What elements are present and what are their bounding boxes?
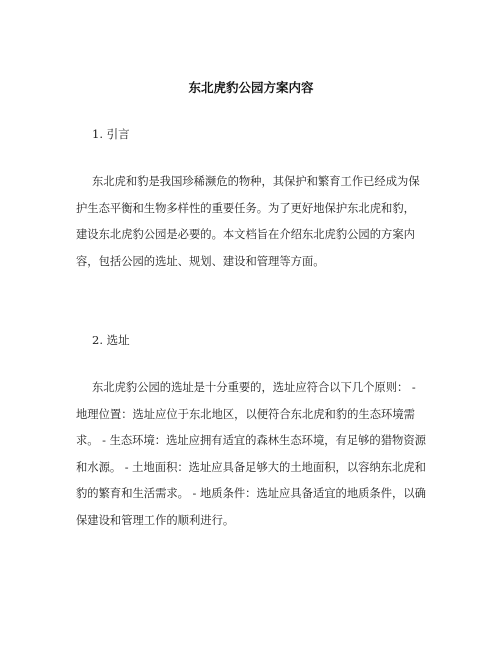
section-heading-site-selection: 2. 选址 [92,333,130,347]
paragraph-line: 护生态平衡和生物多样性的重要任务。为了更好地保护东北虎和豹， [76,201,415,215]
paragraph-line: 东北虎和豹是我国珍稀濒危的物种，其保护和繁育工作已经成为保 [92,175,420,188]
paragraph-line: 保建设和管理工作的顺利进行。 [76,513,235,527]
paragraph-line: 地理位置：选址应位于东北地区，以便符合东北虎和豹的生态环境需 [76,407,415,421]
paragraph-line: 豹的繁育和生活需求。 - 地质条件：选址应具备适宜的地质条件，以确 [76,487,426,501]
paragraph-line: 建设东北虎豹公园是必要的。本文档旨在介绍东北虎豹公园的方案内 [76,228,415,242]
section-paragraph-site-selection [76,375,428,535]
document-title: 东北虎豹公园方案内容 [188,80,314,95]
section-paragraph-introduction [76,169,428,275]
paragraph-line: 和水源。 - 土地面积：选址应具备足够大的土地面积，以容纳东北虎和 [76,460,426,474]
paragraph-line: 东北虎豹公园的选址是十分重要的，选址应符合以下几个原则： - [92,381,416,394]
paragraph-line: 容，包括公园的选址、规划、建设和管理等方面。 [76,254,325,268]
section-heading-introduction: 1. 引言 [92,127,130,141]
paragraph-line: 求。 - 生态环境：选址应拥有适宜的森林生态环境，有足够的猎物资源 [76,434,426,448]
